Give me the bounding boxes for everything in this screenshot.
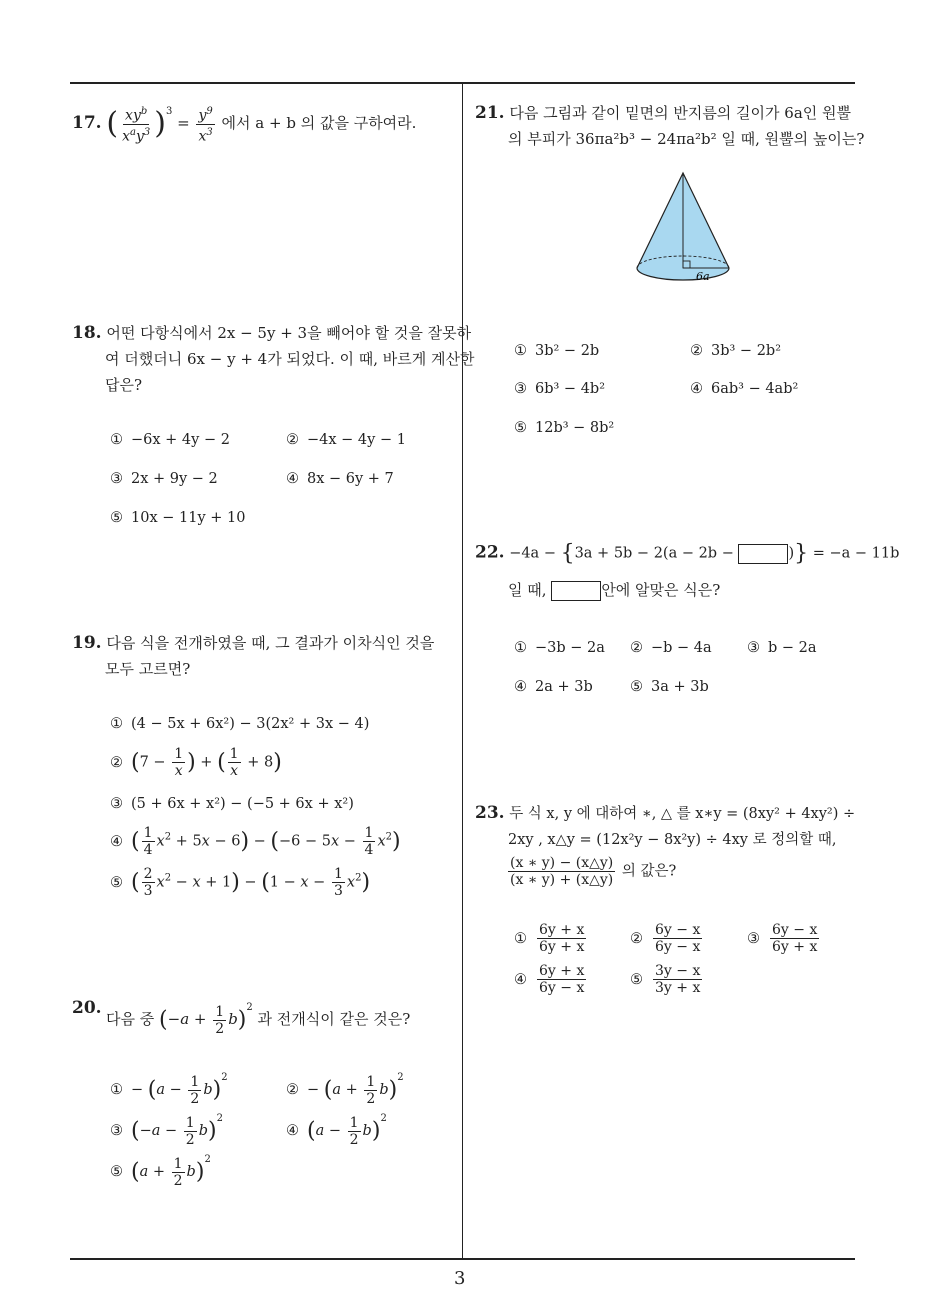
option-1[interactable]: ① $\frac{6y + x}{6y + x}$ — [514, 922, 585, 955]
page-number: 3 — [454, 1268, 466, 1289]
question-text-line: 모두 고르면? — [105, 660, 191, 678]
bottom-rule — [70, 1258, 855, 1260]
question-text-line: 답은? — [105, 376, 143, 394]
question-number: 22. — [475, 542, 505, 563]
question-text-line: 두 식 x, y 에 대하여 ∗, △ 를 x∗y = (8xy² + 4xy²) ÷ — [509, 806, 856, 822]
option-4[interactable]: ④ ( $\frac{1}{4}$ $x^2 + 5x - 6) - (-6 - 5x$ − $\frac{1}{4}$ $x^2$) — [110, 825, 401, 858]
question-text-line: 의 부피가 36πa²b³ − 24πa²b² 일 때, 원뿔의 높이는? — [508, 130, 865, 148]
question-number: 18. — [72, 323, 102, 343]
option-5[interactable]: ⑤ (a + $\frac{1}{2}$ b)$^2$ — [110, 1154, 211, 1189]
blank-box — [738, 544, 788, 564]
option-5[interactable]: ⑤ $\frac{3y - x}{3y + x}$ — [630, 963, 701, 996]
option-5[interactable]: ⑤ 10x − 11y + 10 — [110, 510, 246, 526]
question-text-line: 다음 그림과 같이 밑면의 반지름의 길이가 6a인 원뿔 — [509, 104, 852, 122]
option-2[interactable]: ② −b − 4a — [630, 640, 712, 656]
question-text-line: 여 더했더니 6x − y + 4가 되었다. 이 때, 바르게 계산한 — [105, 350, 475, 368]
cone-radius-label: 6a — [696, 270, 710, 283]
question-20-number: 20. — [72, 998, 102, 1018]
option-5[interactable]: ⑤ 12b³ − 8b² — [514, 420, 615, 436]
fraction: $\frac{(x ∗ y) - (x\triangle y)}{(x ∗ y) + (x\triangle y)}$ — [510, 855, 614, 888]
question-text-line: 어떤 다항식에서 2x − 5y + 3을 빼어야 할 것을 잘못하 — [106, 324, 472, 342]
question-20: 다음 중 (−a + $\frac{1}{2}$ b)$^2$ 과 전개식이 같은 것은? — [106, 1002, 411, 1037]
question-22: 22. −4a − {3a + 5b − 2(a − 2b − )} = −a − 11b — [475, 541, 900, 566]
option-2[interactable]: ② $\frac{6y - x}{6y - x}$ — [630, 922, 701, 955]
option-5[interactable]: ⑤ ( $\frac{2}{3}$ $x^2 - x + 1) - (1 - x$ − $\frac{1}{3}$ $x^2$) — [110, 866, 371, 899]
question-19 — [72, 630, 434, 682]
option-1[interactable]: ① − (a − $\frac{1}{2}$ b)$^2$ — [110, 1072, 228, 1107]
option-3[interactable]: ③ (−a − $\frac{1}{2}$ b)$^2$ — [110, 1113, 223, 1148]
option-3[interactable]: ③ 6b³ − 4b² — [514, 381, 606, 397]
option-1[interactable]: ① 3b² − 2b — [514, 343, 600, 359]
option-4[interactable]: ④ 6ab³ − 4ab² — [690, 381, 799, 397]
question-17: 17. ( $\frac{xy^b}{x^ay^3}$ )$^3$ = $\frac{y^9}{x^3}$ 에서 a + b 의 값을 구하여라. — [72, 106, 417, 145]
question-text: 과 전개식이 같은 것은? — [257, 1010, 411, 1028]
option-2[interactable]: ② (7 − $\frac{1}{x}$ ) + ( $\frac{1}{x}$ + 8) — [110, 746, 282, 779]
question-text: 에서 a + b 의 값을 구하여라. — [221, 114, 417, 133]
question-number: 17. — [72, 113, 102, 134]
question-21 — [475, 100, 864, 152]
option-4[interactable]: ④ 2a + 3b — [514, 679, 593, 695]
cone-figure — [630, 168, 740, 290]
option-5[interactable]: ⑤ 3a + 3b — [630, 679, 709, 695]
option-3[interactable]: ③ $\frac{6y - x}{6y + x}$ — [747, 922, 818, 955]
question-number: 21. — [475, 103, 505, 123]
option-3[interactable]: ③ (5 + 6x + x²) − (−5 + 6x + x²) — [110, 796, 354, 812]
question-23: 23. 두 식 x, y 에 대하여 ∗, △ 를 x∗y = (8xy² + 4xy²) ÷ 2xy , x△y = (12x²y − 8x²y) ÷ 4xy 로 정의할 때, $\frac{(x ∗ y) - (x\triangle y)}{(x ∗ y) + (x\triangle y)}$ 의 값은? — [475, 803, 856, 888]
question-22-line2: 일 때, 안에 알맞은 식은? — [508, 581, 721, 599]
fraction: $\frac{xy^b}{x^ay^3}$ — [122, 106, 151, 145]
option-2[interactable]: ② 3b³ − 2b² — [690, 343, 782, 359]
option-2[interactable]: ② −4x − 4y − 1 — [286, 432, 406, 448]
option-1[interactable]: ① (4 − 5x + 6x²) − 3(2x² + 3x − 4) — [110, 716, 370, 732]
fraction: $\frac{y^9}{x^3}$ — [198, 106, 213, 145]
question-18 — [72, 320, 474, 398]
option-4[interactable]: ④ 8x − 6y + 7 — [286, 471, 394, 487]
question-number: 23. — [475, 803, 505, 823]
option-3[interactable]: ③ b − 2a — [747, 640, 817, 656]
question-text-line: 다음 식을 전개하였을 때, 그 결과가 이차식인 것을 — [106, 634, 435, 652]
column-divider — [462, 83, 463, 1260]
option-4[interactable]: ④ (a − $\frac{1}{2}$ b)$^2$ — [286, 1113, 387, 1148]
question-number: 19. — [72, 633, 102, 653]
option-3[interactable]: ③ 2x + 9y − 2 — [110, 471, 218, 487]
option-1[interactable]: ① −6x + 4y − 2 — [110, 432, 230, 448]
option-2[interactable]: ② − (a + $\frac{1}{2}$ b)$^2$ — [286, 1072, 404, 1107]
option-4[interactable]: ④ $\frac{6y + x}{6y - x}$ — [514, 963, 585, 996]
question-text: 다음 중 — [106, 1010, 155, 1028]
question-text-line: 2xy , x△y = (12x²y − 8x²y) ÷ 4xy 로 정의할 때, — [508, 832, 837, 848]
blank-box — [551, 581, 601, 601]
option-1[interactable]: ① −3b − 2a — [514, 640, 605, 656]
